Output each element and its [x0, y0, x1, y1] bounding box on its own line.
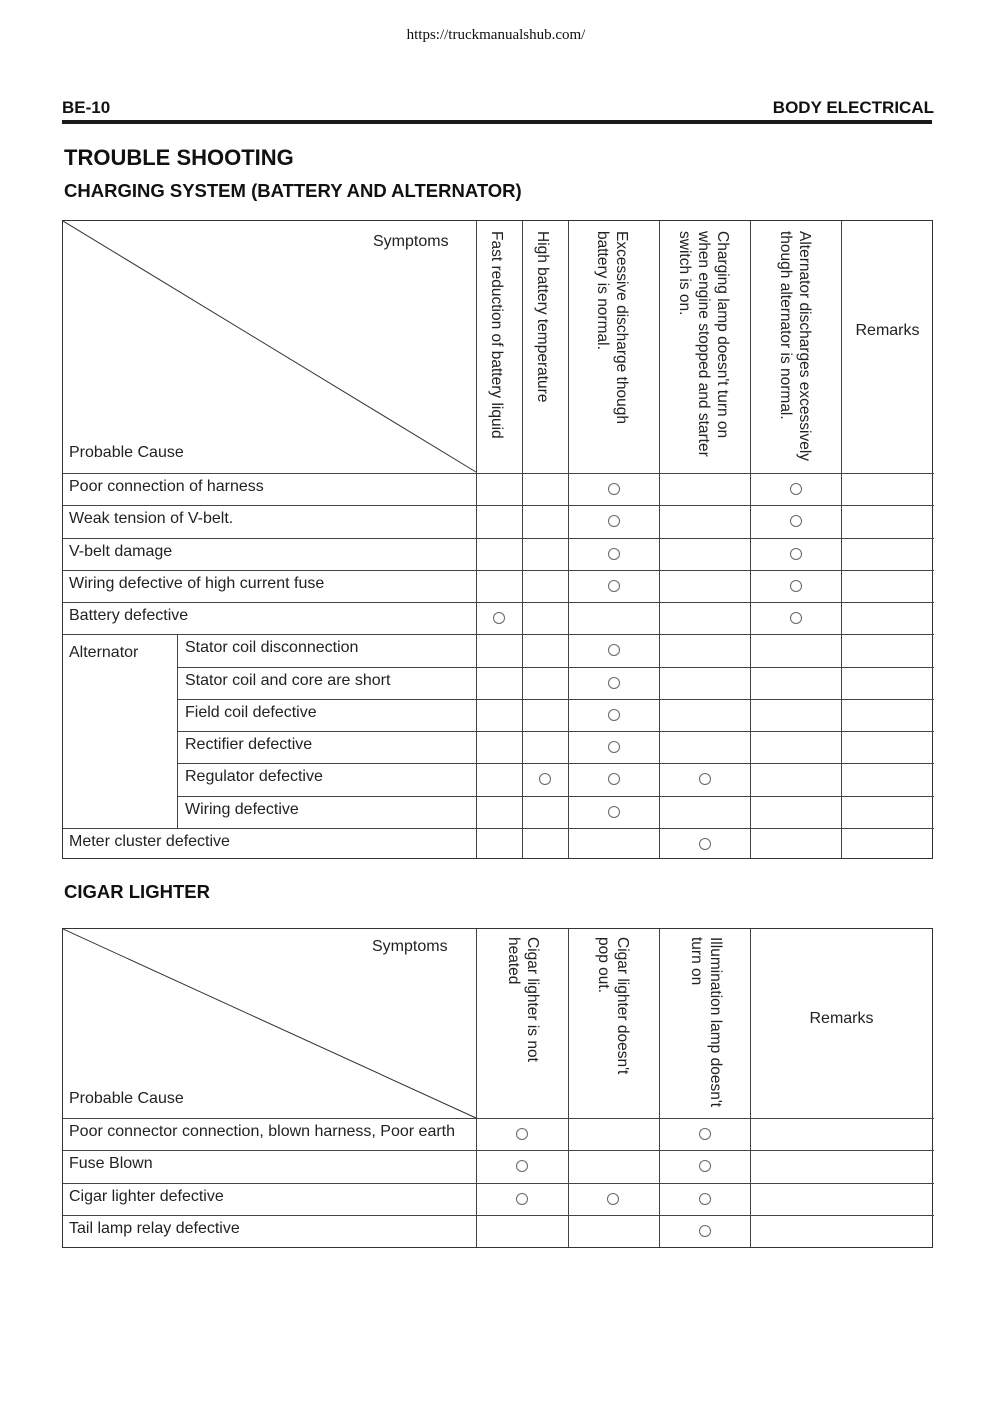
circle-mark-icon: [608, 677, 620, 689]
page-code: BE-10: [62, 98, 111, 117]
circle-mark-icon: [608, 806, 620, 818]
circle-mark-icon: [699, 838, 711, 850]
circle-mark-icon: [790, 580, 802, 592]
circle-mark-icon: [516, 1128, 528, 1140]
circle-mark-icon: [608, 483, 620, 495]
symptom-header: High battery temperature: [534, 231, 551, 403]
circle-mark-icon: [516, 1193, 528, 1205]
circle-mark-icon: [493, 612, 505, 624]
circle-mark-icon: [608, 515, 620, 527]
section-title: BODY ELECTRICAL: [772, 98, 934, 117]
table-row-cause: Stator coil disconnection: [185, 639, 359, 656]
table-row-cause: Fuse Blown: [69, 1155, 153, 1172]
circle-mark-icon: [790, 515, 802, 527]
group-label-alternator: Alternator: [69, 644, 139, 661]
cigar-lighter-table: [62, 928, 933, 1248]
symptom-header: Alternator discharges excessively though alternator is normal.: [777, 231, 813, 462]
symptom-header: Illumination lamp doesn't turn on: [688, 937, 724, 1108]
table-row-cause: Cigar lighter defective: [69, 1188, 224, 1205]
remarks-header: Remarks: [809, 1010, 874, 1027]
table-row-cause: Weak tension of V-belt.: [69, 510, 234, 527]
table-row-cause: Meter cluster defective: [69, 833, 230, 850]
circle-mark-icon: [608, 580, 620, 592]
circle-mark-icon: [608, 644, 620, 656]
table-row-cause: Battery defective: [69, 607, 189, 624]
circle-mark-icon: [699, 1225, 711, 1237]
symptom-header: Charging lamp doesn't turn on when engine stopped and starter switch is on.: [676, 231, 731, 457]
symptom-header: Fast reduction of battery liquid: [488, 231, 505, 439]
table-row-cause: V-belt damage: [69, 543, 173, 560]
symptoms-label: Symptoms: [372, 938, 448, 955]
circle-mark-icon: [699, 1193, 711, 1205]
symptom-header: Excessive discharge though battery is normal.: [594, 231, 630, 425]
charging-table: [62, 220, 933, 859]
table-row-cause: Poor connection of harness: [69, 478, 264, 495]
circle-mark-icon: [608, 548, 620, 560]
circle-mark-icon: [699, 1128, 711, 1140]
symptoms-label: Symptoms: [373, 233, 449, 250]
circle-mark-icon: [608, 741, 620, 753]
circle-mark-icon: [607, 1193, 619, 1205]
circle-mark-icon: [608, 709, 620, 721]
table-row-cause: Poor connector connection, blown harness, Poor earth: [69, 1123, 456, 1140]
table-row-cause: Wiring defective: [185, 801, 299, 818]
circle-mark-icon: [790, 548, 802, 560]
symptom-header: Cigar lighter is not heated: [505, 937, 541, 1062]
source-url: https://truckmanualshub.com/: [406, 27, 586, 43]
circle-mark-icon: [790, 483, 802, 495]
probable-cause-label: Probable Cause: [69, 1090, 184, 1107]
page-title: TROUBLE SHOOTING: [64, 145, 294, 170]
circle-mark-icon: [539, 773, 551, 785]
table-row-cause: Tail lamp relay defective: [69, 1220, 240, 1237]
remarks-header: Remarks: [855, 322, 920, 339]
circle-mark-icon: [699, 1160, 711, 1172]
symptom-header: Cigar lighter doesn't pop out.: [595, 937, 631, 1075]
table-row-cause: Wiring defective of high current fuse: [69, 575, 325, 592]
header-rule: [62, 120, 932, 124]
circle-mark-icon: [699, 773, 711, 785]
table-row-cause: Regulator defective: [185, 768, 323, 785]
cigar-heading: CIGAR LIGHTER: [64, 881, 210, 902]
header-diagonal: [63, 221, 479, 474]
circle-mark-icon: [790, 612, 802, 624]
table-row-cause: Stator coil and core are short: [185, 672, 391, 689]
circle-mark-icon: [608, 773, 620, 785]
table-row-cause: Rectifier defective: [185, 736, 313, 753]
probable-cause-label: Probable Cause: [69, 444, 184, 461]
charging-heading: CHARGING SYSTEM (BATTERY AND ALTERNATOR): [64, 180, 522, 201]
circle-mark-icon: [516, 1160, 528, 1172]
table-row-cause: Field coil defective: [185, 704, 317, 721]
